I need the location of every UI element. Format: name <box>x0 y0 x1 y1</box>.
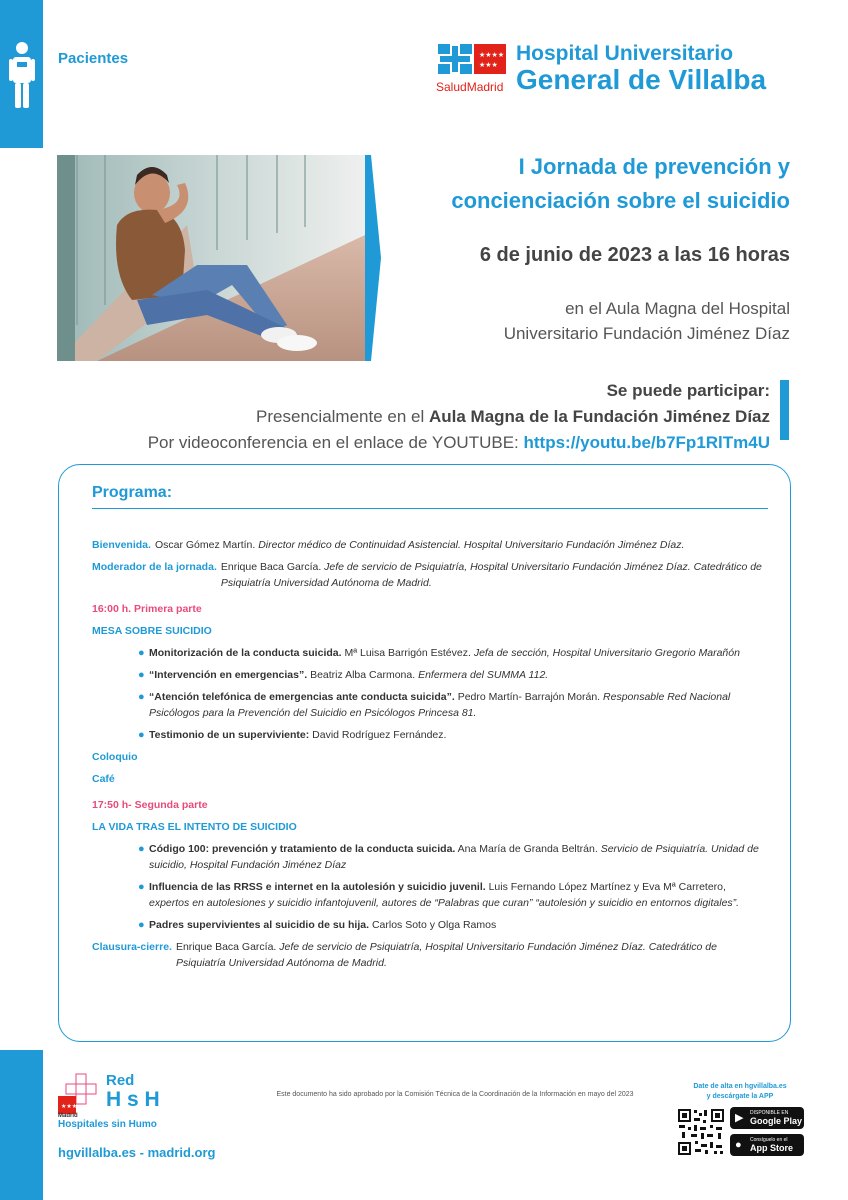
video-prefix: Por videoconferencia en el enlace de YOUTUBE: <box>147 433 524 452</box>
hospital-name-line1: Hospital Universitario <box>516 42 734 65</box>
item-topic: “Intervención en emergencias”. <box>149 669 308 681</box>
hsh-letters: H s H <box>106 1088 160 1111</box>
closing-role: Jefe de servicio de Psiquiatría, Hospital Universitario Fundación Jiménez Díaz. Catedrático de Psiquiatría Universidad Autónoma de Madrid. <box>175 941 717 969</box>
item-topic: Monitorización de la conducta suicida. <box>149 647 342 659</box>
event-title-line1: I Jornada de prevención y <box>518 154 790 179</box>
item-name: Beatriz Alba Carmona. <box>310 669 416 681</box>
cafe-label: Café <box>92 773 115 785</box>
list-item <box>138 879 768 911</box>
google-play-label: Google Play <box>750 1116 803 1126</box>
item-topic: Testimonio de un superviviente: <box>149 729 310 741</box>
bullet-icon: ● <box>138 919 145 931</box>
item-name: Pedro Martín- Barrajón Morán. <box>457 691 601 703</box>
closing-label: Clausura-cierre. <box>92 941 172 953</box>
welcome-label: Bienvenida. <box>92 539 151 551</box>
item-name: Luis Fernando López Martínez y Eva Mª Carretero, <box>488 881 726 893</box>
left-accent-bar-bottom <box>0 1050 43 1200</box>
google-play-small: DISPONIBLE EN <box>750 1110 789 1116</box>
svg-text:★★★: ★★★ <box>479 62 498 69</box>
salud-madrid-label: SaludMadrid <box>436 80 504 94</box>
list-item <box>138 841 768 873</box>
section-label: Pacientes <box>58 50 129 67</box>
program-divider <box>92 508 768 509</box>
list-item <box>138 727 768 743</box>
inperson-place: Aula Magna de la Fundación Jiménez Díaz <box>428 407 770 426</box>
event-place <box>390 296 790 346</box>
list-item <box>138 689 768 721</box>
item-name: Carlos Soto y Olga Ramos <box>371 919 497 931</box>
list-item <box>138 645 768 661</box>
participation-heading: Se puede participar: <box>606 381 770 400</box>
bullet-icon: ● <box>138 729 145 741</box>
item-role: Servicio de Psiquiatría. Unidad de suicidio, Hospital Fundación Jiménez Díaz <box>149 843 759 871</box>
item-role: Jefa de sección, Hospital Universitario Gregorio Marañón <box>473 647 740 659</box>
moderator-label: Moderador de la jornada. <box>92 561 217 573</box>
item-role: Enfermera del SUMMA 112. <box>418 669 549 681</box>
svg-text:★★★★: ★★★★ <box>479 52 505 59</box>
event-date: 6 de junio de 2023 a las 16 horas <box>479 244 790 266</box>
google-play-button[interactable] <box>730 1107 804 1129</box>
item-topic: Influencia de las RRSS e internet en la autolesión y suicidio juvenil. <box>149 881 486 893</box>
moderator-row <box>92 559 768 591</box>
bullet-icon: ● <box>138 843 145 855</box>
bullet-icon: ● <box>138 669 145 681</box>
list-item <box>138 667 768 683</box>
bullet-icon: ● <box>138 691 145 703</box>
hospital-logo <box>436 40 816 100</box>
event-title <box>370 150 790 218</box>
part1-time: 16:00 h. Primera parte <box>92 603 202 615</box>
item-role: Responsable Red Nacional Psicólogos para la Prevención del Suicidio en Psicólogos Princesa 81. <box>149 691 731 719</box>
hero-photo <box>57 155 365 361</box>
app-store-label: App Store <box>750 1143 794 1153</box>
app-promo-line2: y descárgate la APP <box>706 1093 774 1100</box>
hospitales-sin-humo: Hospitales sin Humo <box>58 1119 157 1130</box>
coloquio-label: Coloquio <box>92 751 138 763</box>
app-store-button[interactable] <box>730 1134 804 1156</box>
welcome-row <box>92 537 768 553</box>
closing-name: Enrique Baca García. <box>175 941 277 953</box>
inperson-prefix: Presencialmente en el <box>256 407 429 426</box>
app-store-small: Consíguelo en el <box>750 1137 788 1143</box>
bullet-icon: ● <box>138 881 145 893</box>
app-promo-line1: Date de alta en hgvillalba.es <box>693 1083 787 1090</box>
website-link[interactable]: hgvillalba.es - madrid.org <box>58 1145 216 1160</box>
item-name: David Rodríguez Fernández. <box>312 729 447 741</box>
participation-block <box>70 378 770 456</box>
patient-icon <box>8 40 36 110</box>
red-word: Red <box>106 1072 135 1089</box>
moderator-name: Enrique Baca García. <box>220 561 322 573</box>
apple-icon: ● <box>735 1139 742 1151</box>
item-name: Ana María de Granda Beltrán. <box>457 843 598 855</box>
svg-text:★★★: ★★★ <box>61 1104 78 1110</box>
list-item <box>138 917 768 933</box>
madrid-label: Madrid <box>58 1113 78 1119</box>
qr-code-icon[interactable] <box>677 1108 725 1156</box>
part2-time: 17:50 h- Segunda parte <box>92 799 208 811</box>
youtube-link[interactable]: https://youtu.be/b7Fp1RlTm4U <box>523 433 770 452</box>
approval-note: Este documento ha sido aprobado por la Comisión Técnica de la Coordinación de la Información en mayo del 2023 <box>276 1091 634 1098</box>
bullet-icon: ● <box>138 647 145 659</box>
event-place-line1: en el Aula Magna del Hospital <box>565 299 790 318</box>
closing-row <box>92 939 768 971</box>
event-place-line2: Universitario Fundación Jiménez Díaz <box>503 324 790 343</box>
event-title-line2: concienciación sobre el suicidio <box>451 188 790 213</box>
participation-accent-bar <box>780 380 789 440</box>
program-body <box>92 537 768 977</box>
welcome-name: Oscar Gómez Martín. <box>154 539 256 551</box>
item-topic: Código 100: prevención y tratamiento de la conducta suicida. <box>149 843 456 855</box>
item-name: Mª Luisa Barrigón Estévez. <box>344 647 471 659</box>
hospital-name-line2: General de Villalba <box>516 64 767 95</box>
item-role: expertos en autolesiones y suicidio infantojuvenil, autores de “Palabras que curan” “autolesión y suicidio en entornos digitales”. <box>149 897 740 909</box>
salud-madrid-emblem <box>436 40 508 80</box>
google-play-icon: ▶ <box>735 1112 744 1124</box>
welcome-role: Director médico de Continuidad Asistencial. Hospital Universitario Fundación Jiménez Díaz. <box>258 539 685 551</box>
item-topic: Padres supervivientes al suicidio de su hija. <box>149 919 370 931</box>
part1-heading: MESA SOBRE SUICIDIO <box>92 625 212 637</box>
item-topic: “Atención telefónica de emergencias ante conducta suicida”. <box>149 691 455 703</box>
part2-heading: LA VIDA TRAS EL INTENTO DE SUICIDIO <box>92 821 297 833</box>
app-promo <box>665 1082 815 1102</box>
program-title: Programa: <box>92 484 173 501</box>
moderator-role: Jefe de servicio de Psiquiatría, Hospital Universitario Fundación Jiménez Díaz. Catedrático de Psiquiatría Universidad Autónoma de Madrid. <box>220 561 762 589</box>
red-hsh-logo <box>58 1072 238 1132</box>
